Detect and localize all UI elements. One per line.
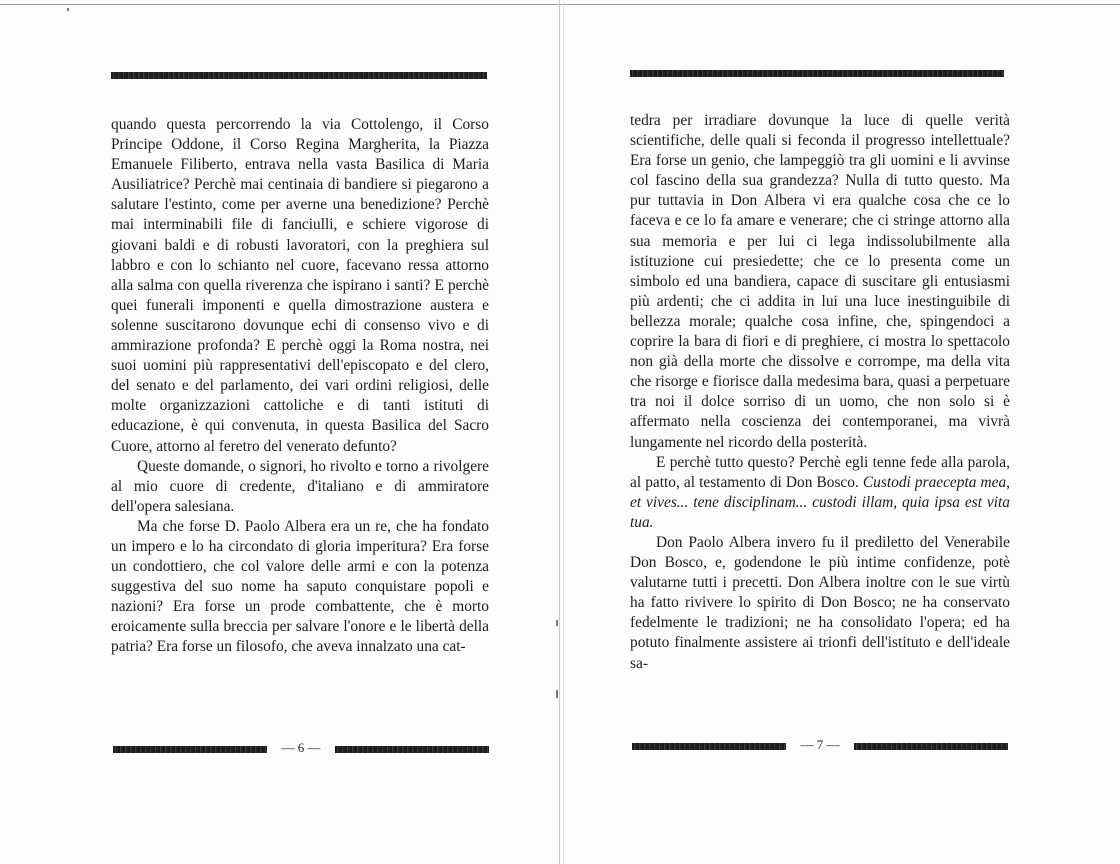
paragraph: Ma che forse D. Paolo Albera era un re, che ha fondato un impero e lo ha circondato di gloria imperitura? Era forse un condottiero, che col valore delle armi e con la potenza suggestiva del suo nome ha saputo conquistare popoli e nazioni? Era forse un prode combattente, che è morto eroicamente sulla breccia per salvare l'onore e le libertà della patria? Era forse un filosofo, che aveva innalzato una cat- — [111, 517, 489, 656]
paragraph-text: E perchè tutto questo? Perchè egli tenne fede alla parola, al patto, al testamento di Don Bosco. — [630, 453, 1010, 491]
page-body — [630, 111, 1010, 674]
paragraph: quando questa percorrendo la via Cottolengo, il Corso Principe Oddone, il Corso Regina Margherita, la Piazza Emanuele Filiberto, entrava nella vasta Basilica di Maria Ausiliatrice? Perchè mai centinaia di bandiere si piegarono a salutare l'estinto, come per averne una benedizione? Perchè mai interminabili file di fanciulli, e schiere vigorose di giovani baldi e di robusti lavoratori, con la preghiera sul labbro e con lo schianto nel cuore, facevano ressa attorno alla salma con quella riverenza che ispirano i santi? E perchè quei funerali imponenti e quella dimostrazione austera e solenne suscitarono dovunque echi di consenso vivo e di ammirazione profonda? E perchè oggi la Roma nostra, nei suoi uomini più rappresentativi dell'episcopato e del clero, del senato e del parlamento, dei vari ordini religiosi, delle molte organizzazioni cattoliche e di tanti istituti di educazione, è qui convenuta, in questa Basilica del Sacro Cuore, attorno al feretro del venerato defunto? — [111, 116, 489, 455]
scan-speck — [67, 8, 69, 11]
header-rule — [630, 70, 1004, 77]
paragraph: Queste domande, o signori, ho rivolto e torno a rivolgere al mio cuore di credente, d'italiano e di ammiratore dell'opera salesiana. — [111, 457, 489, 515]
footer-rule-right — [854, 743, 1008, 750]
page-footer — [113, 740, 489, 755]
footer-rule-left — [632, 743, 786, 750]
page-number: — 7 — — [800, 737, 840, 752]
paragraph: Don Paolo Albera invero fu il prediletto del Venerabile Don Bosco, e, godendone le più intime confidenze, potè valutarne tutti i precetti. Don Albera inoltre con le sue virtù ha fatto rivivere lo spirito di Don Bosco; ne ha conservato fedelmente le tradizioni; ne ha consolidato l'opera; ed ha potuto finalmente assistere ai trionfi dell'istituto e dell'ideale sa- — [630, 533, 1010, 672]
paragraph — [630, 453, 1010, 533]
latin-quote: Custodi praecepta mea, et vives... tene disciplinam... custodi illam, quia ipsa est vita tua. — [630, 473, 1010, 531]
right-page — [564, 0, 1120, 864]
page-footer — [632, 737, 1008, 752]
footer-rule-right — [335, 746, 489, 753]
scan-speck — [556, 690, 558, 698]
header-rule — [111, 72, 487, 79]
scan-speck — [556, 620, 558, 626]
page-body — [111, 115, 489, 658]
book-gutter — [559, 0, 560, 864]
page-number: — 6 — — [281, 740, 321, 755]
left-page — [0, 0, 559, 864]
footer-rule-left — [113, 746, 267, 753]
paragraph: tedra per irradiare dovunque la luce di quelle verità scientifiche, delle quali si feconda il progresso intellettuale? Era forse un genio, che lampeggiò tra gli uomini e li avvinse col fascino della sua grandezza? Nulla di tutto questo. Ma pur tuttavia in Don Albera vi era qualche cosa che ce lo faceva e ce lo fa amare e venerare; che ci stringe attorno alla sua memoria e per lui ci lega indissolubilmente alla istituzione cui presiedette; che ce lo presenta come un simbolo ed una bandiera, capace di suscitare gli entusiasmi più ardenti; che ci addita in lui una luce inestinguibile di bellezza morale; qualche cosa infine, che, spingendoci a coprire la bara di fiori e di preghiere, ci mostra lo spettacolo non già della morte che dissolve e corrompe, ma della vita che risorge e fiorisce dalla medesima bara, quasi a perpetuare tra noi il dolce sorriso di un uomo, che non solo si è affermato nella coscienza dei contemporanei, ma vivrà lungamente nel ricordo della posterità. — [630, 112, 1010, 451]
